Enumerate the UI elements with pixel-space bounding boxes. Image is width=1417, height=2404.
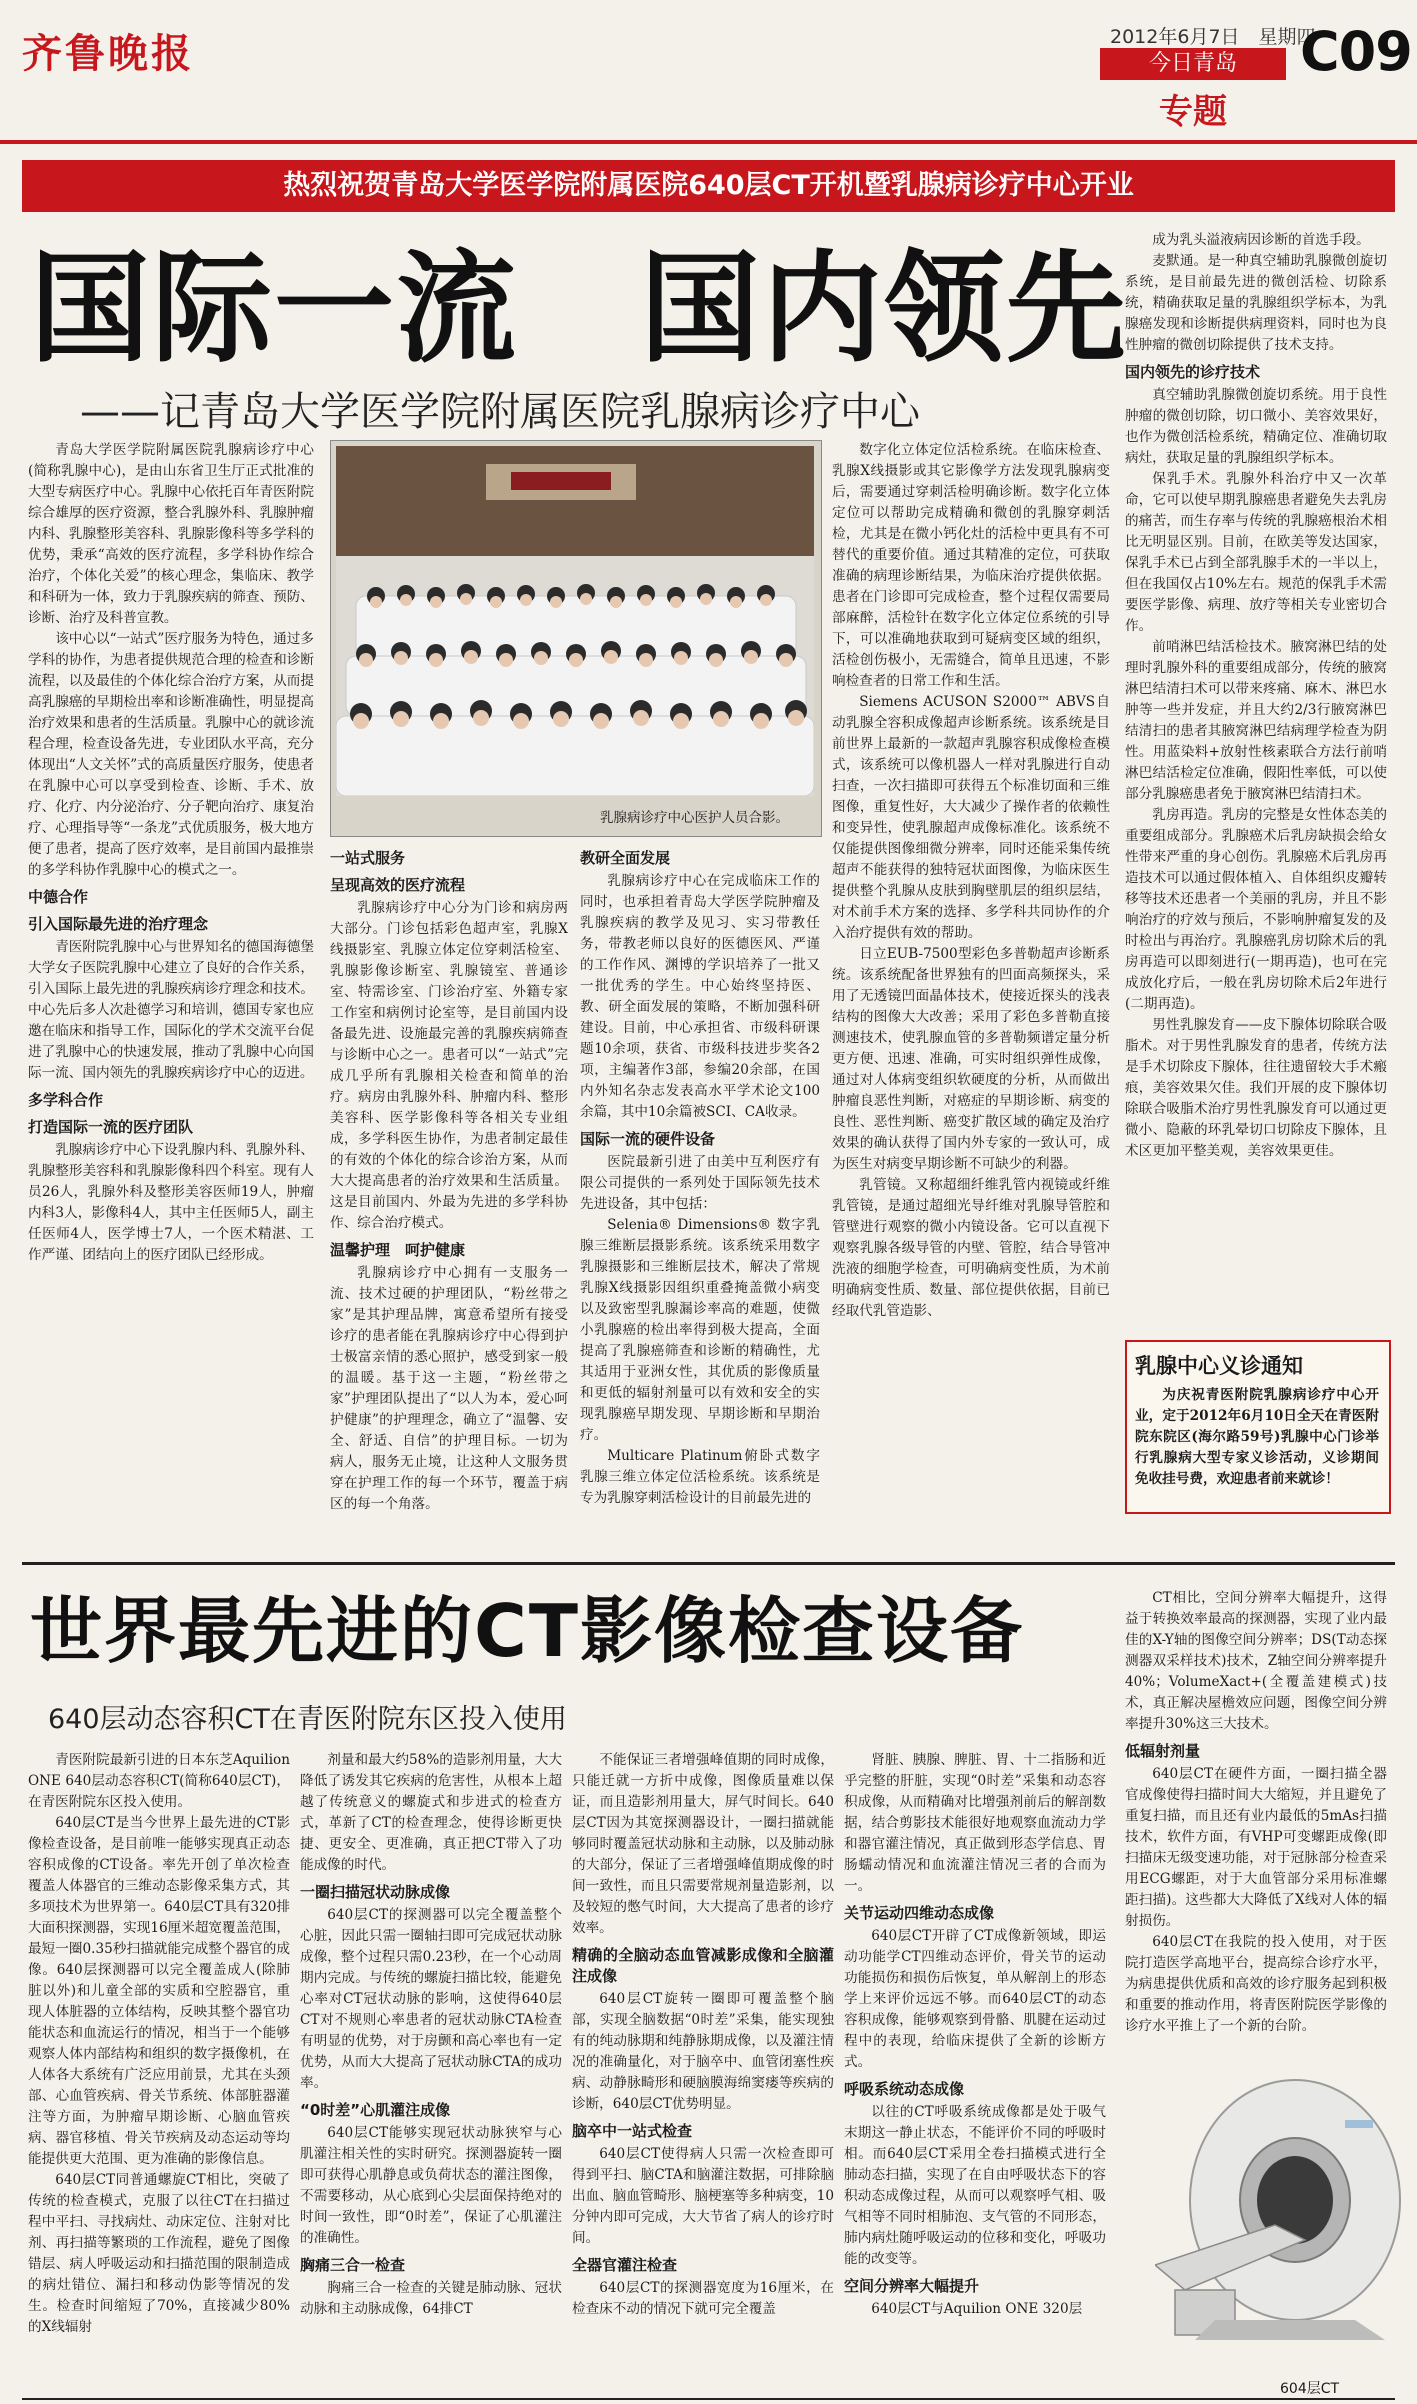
paragraph: 以往的CT呼吸系统成像都是处于吸气末期这一静止状态，不能评价不同的呼吸时相。而640层CT采用全卷扫描模式进行全肺动态扫描，实现了在自由呼吸状态下的容积动态成像过程，从而可以观察呼气相、吸气相等不同时相肺泡、支气管的不同形态，肺内病灶随呼吸运动的位移和变化，呼吸功能的改变等。 <box>844 2104 1106 2267</box>
subheading: 打造国际一流的医疗团队 <box>28 1118 194 1136</box>
paragraph: 640层CT能够实现冠状动脉狭窄与心肌灌注相关性的实时研究。探测器旋转一圈即可获得心肌静息或负荷状态的灌注图像，不需要移动，从心底到心尖层面保持绝对的时间一致性，即“0时差”，保证了心肌灌注的准确性。 <box>300 2125 562 2246</box>
paragraph: 640层CT与Aquilion ONE 320层 <box>871 2301 1083 2317</box>
paragraph: 成为乳头溢液病因诊断的首选手段。 <box>1152 232 1370 248</box>
article1-column-2 <box>330 842 568 1515</box>
paragraph: 乳房再造。乳房的完整是女性体态美的重要组成部分。乳腺癌术后乳房缺损会给女性带来严重的身心创伤。乳腺癌术后乳房再造技术可以通过假体植入、自体组织皮瓣转移等技术还患者一个美丽的乳房，并且不影响治疗的疗效与预后，不影响肿瘤复发的及时检出与再治疗。乳腺癌乳房切除术后的乳房再造可以即刻进行(一期再造)，也可在完成放化疗后，一般在乳房切除术后2年进行(二期再造)。 <box>1125 807 1387 1012</box>
paragraph: 医院最新引进了由美中互利医疗有限公司提供的一系列处于国际领先技术先进设备，其中包括： <box>580 1154 820 1212</box>
paragraph: 该中心以“一站式”医疗服务为特色，通过多学科的协作，为患者提供规范合理的检查和诊断流程，以及最佳的个体化综合治疗方案，从而提高乳腺癌的早期检出率和诊断准确性，明显提高治疗效果和患者的生活质量。乳腺中心的就诊流程合理，检查设备先进，专业团队水平高，充分体现出“人文关怀”式的高质量医疗服务，使患者在乳腺中心可以享受到检查、诊断、手术、放疗、化疗、内分泌治疗、分子靶向治疗、康复治疗、心理指导等“一条龙”式优质服务，极大地方便了患者，提高了医疗效率，是目前国内最推崇的多学科协作乳腺中心的模式之一。 <box>28 631 314 878</box>
subheading: 全器官灌注检查 <box>572 2256 678 2274</box>
subheading: 精确的全脑动态血管减影成像和全脑灌注成像 <box>572 1946 834 1985</box>
subheading: 脑卒中一站式检查 <box>572 2122 693 2140</box>
ct-caption: 604层CT <box>1280 2381 1340 2397</box>
header-rule <box>0 140 1417 144</box>
paragraph: Siemens ACUSON S2000™ ABVS自动乳腺全容积成像超声诊断系统。该系统是目前世界上最新的一款超声乳腺容积成像检查模式，该系统可以像机器人一样对乳腺进行自动扫查，一次扫描即可获得五个标准切面和三维图像，重复性好，大大减少了操作者的依赖性和变异性，使乳腺超声成像标准化。该系统不仅能提供图像细微分辨率，同时还能采集传统超声不能获得的独特冠状面图像，为临床医生提供整个乳腺从皮肤到胸壁肌层的组织层结，对术前手术方案的选择、多学科共同协作的介入治疗提供有效的帮助。 <box>832 694 1110 941</box>
subheading: 国内领先的诊疗技术 <box>1125 363 1261 381</box>
article2-column-1 <box>28 1750 290 2338</box>
section-divider <box>22 1562 1395 1565</box>
article2-column-5 <box>1125 1588 1387 2037</box>
subheading: 胸痛三合一检查 <box>300 2256 406 2274</box>
paragraph: 前哨淋巴结活检技术。腋窝淋巴结的处理时乳腺外科的重要组成部分，传统的腋窝淋巴结清扫术可以带来疼痛、麻木、淋巴水肿等一些并发症，并且大约2/3行腋窝淋巴结清扫的患者其腋窝淋巴结病理学检查为阴性。用蓝染料+放射性核素联合方法行前哨淋巴结活检定位准确，假阳性率低，可以使部分乳腺癌患者免于腋窝淋巴结清扫术。 <box>1125 639 1387 802</box>
subheading: 关节运动四维动态成像 <box>844 1904 995 1922</box>
article1-column-4 <box>832 440 1110 1322</box>
footer-rule <box>22 2398 1395 2400</box>
paragraph: 640层CT同普通螺旋CT相比，突破了传统的检查模式，克服了以往CT在扫描过程中平扫、寻找病灶、动床定位、注射对比剂、再扫描等繁琐的工作流程，避免了图像错层、病人呼吸运动和扫描范围的限制造成的病灶错位、漏扫和移动伪影等情况的发生。检查时间缩短了70%，直接减少80%的X线辐射 <box>28 2172 290 2335</box>
paragraph: 640层CT旋转一圈即可覆盖整个脑部，实现全脑数据“0时差”采集，能实现独有的纯动脉期和纯静脉期成像，以及灌注情况的准确量化，对于脑卒中、血管闭塞性疾病、动静脉畸形和硬脑膜海绵窦瘘等疾病的诊断，640层CT优势明显。 <box>572 1991 834 2112</box>
subheading: 呈现高效的医疗流程 <box>330 876 466 894</box>
paragraph: 640层CT在我院的投入使用，对于医院打造医学高地平台，提高综合诊疗水平，为病患提供优质和高效的诊疗服务起到积极和重要的推动作用，将青医附院医学影像的诊疗水平推上了一个新的台阶。 <box>1125 1934 1387 2034</box>
subheading: 空间分辨率大幅提升 <box>844 2277 980 2295</box>
paragraph: 乳腺病诊疗中心分为门诊和病房两大部分。门诊包括彩色超声室，乳腺X线摄影室、乳腺立体定位穿刺活检室、乳腺影像诊断室、乳腺镜室、普通诊室、特需诊室、门诊治疗室、外籍专家工作室和病例讨论室等，是目前国内设备最先进、设施最完善的乳腺疾病筛查与诊断中心之一。患者可以“一站式”完成几乎所有乳腺相关检查和简单的治疗。病房由乳腺外科、肿瘤内科、整形美容科、医学影像科等各相关专业组成，多学科医生协作，为患者制定最佳的有效的个体化的综合诊治方案，从而大大提高患者的治疗效果和生活质量。这是目前国内、外最为先进的多学科协作、综合治疗模式。 <box>330 900 568 1231</box>
article2-column-2 <box>300 1750 562 2320</box>
paragraph: 胸痛三合一检查的关键是肺动脉、冠状动脉和主动脉成像，64排CT <box>300 2280 562 2317</box>
paragraph: 保乳手术。乳腺外科治疗中又一次革命，它可以使早期乳腺癌患者避免失去乳房的痛苦，而生存率与传统的乳腺癌根治术相比无明显区别。目前，在欧美等发达国家，保乳手术已占到全部乳腺手术的一半以上，但在我国仅占10%左右。规范的保乳手术需要医学影像、病理、放疗等相关专业密切合作。 <box>1125 471 1387 634</box>
paragraph: 640层CT在硬件方面，一圈扫描全器官成像使得扫描时间大大缩短，并且避免了重复扫描，而且还有业内最低的5mAs扫描技术，软件方面，有VHP可变螺距成像(即扫描床无级变速功能，对于冠脉部分检查采用ECG螺距，对于大血管部分采用标准螺距扫描)。这些都大大降低了X线对人体的辐射损伤。 <box>1125 1766 1387 1929</box>
paragraph: 数字化立体定位活检系统。在临床检查、乳腺X线摄影或其它影像学方法发现乳腺病变后，需要通过穿刺活检明确诊断。数字化立体定位可以帮助完成精确和微创的乳腺穿刺活检，尤其是在微小钙化灶的活检中更具有不可替代的重要价值。通过其精准的定位，可获取准确的病理诊断结果，为临床治疗提供依据。患者在门诊即可完成检查，整个过程仅需要局部麻醉，活检针在数字化立体定位系统的引导下，可以准确地获取到可疑病变区域的组织，活检创伤极小，无需缝合，简单且迅速，不影响检查者的日常工作和生活。 <box>832 442 1110 689</box>
paragraph: 青医附院最新引进的日本东芝Aquilion ONE 640层动态容积CT(简称640层CT)，在青医附院东区投入使用。 <box>28 1752 290 1810</box>
article1-headline: 国际一流 国内领先 <box>30 240 1128 379</box>
paragraph: 青医附院乳腺中心与世界知名的德国海德堡大学女子医院乳腺中心建立了良好的合作关系，引入国际上最先进的乳腺疾病诊疗理念和技术。中心先后多人次赴德学习和培训，德国专家也应邀在临床和指导工作，国际化的学术交流平台促进了乳腺中心的快速发展，推动了乳腺中心向国际一流、国内领先的乳腺疾病诊疗中心的迈进。 <box>28 939 314 1081</box>
paragraph: 肾脏、胰腺、脾脏、胃、十二指肠和近乎完整的肝脏，实现“0时差”采集和动态容积成像，从而精确对比增强剂前后的解剖数据，结合剪影技术能很好地观察血流动力学和器官灌注情况，真正做到形态学信息、胃肠蠕动情况和血流灌注情况三者的合而为一。 <box>844 1752 1106 1894</box>
paragraph: 日立EUB-7500型彩色多普勒超声诊断系统。该系统配备世界独有的凹面高频探头，采用了无透镜凹面晶体技术，使接近探头的浅表结构的图像大大改善；采用了彩色多普勒直接测速技术，使乳腺血管的多普勒频谱定量分析更方便、迅速、准确，可实时组织弹性成像，通过对人体病变组织软硬度的分析，从而做出肿瘤良恶性判断，对癌症的早期诊断、病变的良性、恶性判断、癌变扩散区域的确定及治疗效果的确认获得了国内外专家的一致认可，成为医生对病变早期诊断不可缺少的利器。 <box>832 946 1110 1172</box>
subheading: 中德合作 <box>28 888 89 906</box>
subheading: 低辐射剂量 <box>1125 1742 1201 1760</box>
group-photo-illustration <box>336 446 814 796</box>
article2-subhead: 640层动态容积CT在青医附院东区投入使用 <box>48 1704 567 1735</box>
subheading: 引入国际最先进的治疗理念 <box>28 915 209 933</box>
paragraph: 640层CT使得病人只需一次检查即可得到平扫、脑CTA和脑灌注数据，可排除脑出血、脑血管畸形、脑梗塞等多种病变，10分钟内即可完成，大大节省了病人的诊疗时间。 <box>572 2146 834 2246</box>
paragraph: CT相比，空间分辨率大幅提升，这得益于转换效率最高的探测器，实现了业内最佳的X-Y轴的图像空间分辨率；DS(T动态探测器双采样技术)技术，Z轴空间分辨率提升40%；VolumeXact+(全覆盖建模式)技术，真正解决屋檐效应问题，图像空间分辨率提升30%这三大技术。 <box>1125 1590 1387 1732</box>
article1-subhead: ——记青岛大学医学院附属医院乳腺病诊疗中心 <box>80 389 920 435</box>
group-photo <box>336 446 814 796</box>
paragraph: 乳腺病诊疗中心在完成临床工作的同时，也承担着青岛大学医学院肿瘤及乳腺疾病的教学及见习、实习带教任务，带教老师以良好的医德医风、严谨的工作作风、渊博的学识培养了一批又一批优秀的学生。中心始终坚持医、教、研全面发展的策略，不断加强科研建设。目前，中心承担省、市级科研课题10余项，获省、市级科技进步奖各2项，主编著作3部，参编20余部，在国内外知名杂志发表高水平学术论文100余篇，其中10余篇被SCI、CA收录。 <box>580 873 820 1120</box>
article1-column-5 <box>1125 230 1387 1162</box>
paragraph: 青岛大学医学院附属医院乳腺病诊疗中心(简称乳腺中心)，是由山东省卫生厅正式批准的大型专病医疗中心。乳腺中心依托百年青医附院综合雄厚的医疗资源，整合乳腺外科、乳腺肿瘤内科、乳腺整形美容科、乳腺影像科等多学科的优势，秉承“高效的医疗流程，多学科协作综合治疗，个体化关爱”的核心理念，集临床、教学和科研为一体，致力于乳腺疾病的筛查、预防、诊断、治疗及科普宣教。 <box>28 442 314 626</box>
paragraph: Selenia® Dimensions® 数字乳腺三维断层摄影系统。该系统采用数字乳腺摄影和三维断层技术，解决了常规乳腺X线摄影因组织重叠掩盖微小病变以及致密型乳腺漏诊率高的难题，使微小乳腺癌的检出率得到极大提高，全面提高了乳腺癌筛查和诊断的精确性，尤其适用于亚洲女性，其优质的影像质量和更低的辐射剂量可以有效和安全的实现乳腺癌早期发现、早期诊断和早期治疗。 <box>580 1217 820 1443</box>
column-tag: 专题 <box>1159 92 1227 132</box>
subheading: 国际一流的硬件设备 <box>580 1130 716 1148</box>
subheading: 呼吸系统动态成像 <box>844 2080 965 2098</box>
subheading: 一圈扫描冠状动脉成像 <box>300 1883 451 1901</box>
notice-title: 乳腺中心义诊通知 <box>1135 1354 1303 1378</box>
subheading: 多学科合作 <box>28 1091 104 1109</box>
paragraph: 640层CT是当今世界上最先进的CT影像检查设备，是目前唯一能够实现真正动态容积成像的CT设备。率先开创了单次检查覆盖人体器官的三维动态影像采集方式，其多项技术为世界第一。640层CT具有320排大面积探测器，实现16厘米超宽覆盖范围，最短一圈0.35秒扫描就能完成整个器官的成像。640层探测器可以完全覆盖成人(除肺脏以外)和儿童全部的实质和空腔器官，重现人体脏器的立体结构，反映其整个器官功能状态和血流运行的情况，相当于一个能够观察人体内部结构和组织的数字摄像机，在人体各大系统有广泛应用前景，尤其在头颈部、心血管疾病、骨关节系统、体部脏器灌注等方面，为肿瘤早期诊断、心脑血管疾病、器官移植、骨关节疾病及动态运动等均能提供更大范围、更为准确的影像信息。 <box>28 1815 290 2167</box>
article2-column-3 <box>572 1750 834 2320</box>
paragraph: 640层CT的探测器可以完全覆盖整个心脏，因此只需一圈轴扫即可完成冠状动脉成像，整个过程只需0.23秒，在一个心动周期内完成。与传统的螺旋扫描比较，能避免心率对CT冠状动脉的影响，这使得640层CT对不规则心率患者的冠状动脉CTA检查有明显的优势，对于房颤和高心率也有一定优势，从而大大提高了冠状动脉CTA的成功率。 <box>300 1907 562 2091</box>
issue-date: 2012年6月7日 星期四 <box>1110 26 1316 48</box>
ct-scanner-image <box>1155 2050 1405 2350</box>
paragraph: 640层CT的探测器宽度为16厘米，在检查床不动的情况下就可完全覆盖 <box>572 2280 834 2317</box>
subheading: “0时差”心肌灌注成像 <box>300 2101 451 2119</box>
notice-body: 为庆祝青医附院乳腺病诊疗中心开业，定于2012年6月10日全天在青医附院东院区(海尔路59号)乳腺中心门诊举行乳腺病大型专家义诊活动，义诊期间免收挂号费，欢迎患者前来就诊！ <box>1135 1387 1379 1487</box>
paragraph: Multicare Platinum俯卧式数字乳腺三维立体定位活检系统。该系统是专为乳腺穿刺活检设计的目前最先进的 <box>580 1448 820 1506</box>
article2-headline: 世界最先进的CT影像检查设备 <box>30 1589 1024 1673</box>
paragraph: 麦默通。是一种真空辅助乳腺微创旋切系统，是目前最先进的微创活检、切除系统，精确获取足量的乳腺组织学标本，为乳腺癌发现和诊断提供病理资料，同时也为良性肿瘤的微创切除提供了技术支持。 <box>1125 253 1387 353</box>
paragraph: 乳管镜。又称超细纤维乳管内视镜或纤维乳管镜，是通过超细光导纤维对乳腺导管腔和管壁进行观察的微小内镜设备。它可以直视下观察乳腺各级导管的内壁、管腔，结合导管冲洗液的细胞学检查，可明确病变性质，为术前明确病变性质、数量、部位提供依据，目前已经取代乳管造影、 <box>832 1177 1110 1319</box>
subheading: 教研全面发展 <box>580 849 671 867</box>
paragraph: 剂量和最大约58%的造影剂用量，大大降低了诱发其它疾病的危害性，从根本上超越了传统意义的螺旋式和步进式的检查方式，革新了CT的检查理念，使得诊断更快捷、更安全、更准确，真正把CT带入了功能成像的时代。 <box>300 1752 562 1873</box>
ct-scanner-icon <box>1155 2050 1405 2350</box>
subheading: 温馨护理 呵护健康 <box>330 1241 466 1259</box>
section-tag: 今日青岛 <box>1100 48 1286 80</box>
subheading: 一站式服务 <box>330 849 406 867</box>
article1-column-1 <box>28 440 314 1266</box>
paragraph: 男性乳腺发育——皮下腺体切除联合吸脂术。对于男性乳腺发育的患者，传统方法是手术切除皮下腺体，往往遗留较大手术瘢痕，美容效果欠佳。我们开展的皮下腺体切除联合吸脂术治疗男性乳腺发育可以通过更微小、隐蔽的环乳晕切口切除皮下腺体，且术区更加平整美观，美容效果更佳。 <box>1125 1017 1387 1159</box>
paragraph: 乳腺病诊疗中心拥有一支服务一流、技术过硬的护理团队，“粉丝带之家”是其护理品牌，寓意希望所有接受诊疗的患者能在乳腺病诊疗中心得到护士极富亲情的悉心照护，感受到家一般的温暖。基于这一主题，“粉丝带之家”护理团队提出了“以人为本，爱心呵护健康”的护理理念，确立了“温馨、安全、舒适、自信”的护理目标。一切为病人，服务无止境，让这种人文服务贯穿在护理工作的每一个环节，覆盖于病区的每一个角落。 <box>330 1265 568 1512</box>
article1-column-3 <box>580 842 820 1509</box>
paragraph: 乳腺病诊疗中心下设乳腺内科、乳腺外科、乳腺整形美容科和乳腺影像科四个科室。现有人员26人，乳腺外科及整形美容医师19人，肿瘤内科3人，影像科4人，其中主任医师5人，副主任医师4人，医学博士7人，一个医术精湛、工作严谨、团结向上的医疗团队已经形成。 <box>28 1142 314 1263</box>
newspaper-logo: 齐鲁晚报 <box>22 30 194 77</box>
photo-caption: 乳腺病诊疗中心医护人员合影。 <box>600 810 789 826</box>
article2-column-4 <box>844 1750 1106 2320</box>
paragraph: 真空辅助乳腺微创旋切系统。用于良性肿瘤的微创切除，切口微小、美容效果好，也作为微创活检系统，精确定位、准确切取病灶，获取足量的乳腺组织学标本。 <box>1125 387 1387 466</box>
paragraph: 不能保证三者增强峰值期的同时成像，只能迁就一方折中成像，图像质量难以保证，而且造影剂用量大，屏气时间长。640层CT因为其宽探测器设计，一圈扫描就能够同时覆盖冠状动脉和主动脉，以及肺动脉的大部分，保证了三者增强峰值期成像的时间一致性，而且只需要常规剂量造影剂，以及较短的憋气时间，大大提高了患者的诊疗效率。 <box>572 1752 834 1936</box>
paragraph: 640层CT开辟了CT成像新领域，即运动功能学CT四维动态评价，骨关节的运动功能损伤和损伤后恢复，单从解剖上的形态学上来评价远远不够。而640层CT的动态容积成像，能够观察到骨骼、肌腱在运动过程中的表现，给临床提供了全新的诊断方式。 <box>844 1928 1106 2070</box>
page-number: C09 <box>1300 20 1412 83</box>
banner: 热烈祝贺青岛大学医学院附属医院640层CT开机暨乳腺病诊疗中心开业 <box>22 160 1395 212</box>
